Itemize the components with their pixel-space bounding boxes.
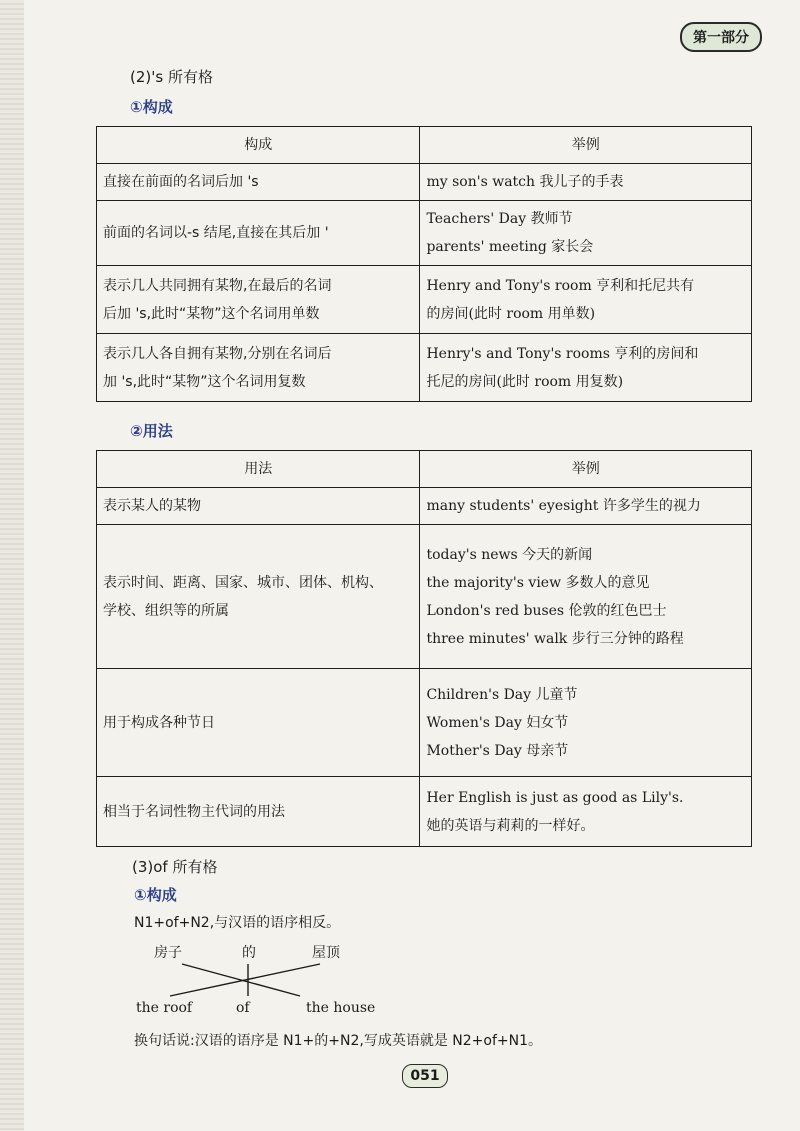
table-row	[97, 488, 752, 525]
table-row	[97, 201, 752, 266]
rule-text: 加 's,此时“某物”这个名词用复数	[103, 373, 306, 390]
composition-title: ①构成	[130, 98, 173, 116]
diagram-bottom-word: the roof	[136, 1000, 193, 1016]
example-text: parents' meeting 家长会	[426, 239, 594, 255]
example-text: the majority's view 多数人的意见	[426, 574, 650, 591]
usage-text: 用于构成各种节日	[103, 714, 215, 731]
example-text: 托尼的房间(此时 room 用复数)	[426, 373, 624, 390]
example-text: three minutes' walk 步行三分钟的路程	[426, 630, 684, 647]
conclusion-text: 换句话说:汉语的语序是 N1+的+N2,写成英语就是 N2+of+N1。	[134, 1033, 543, 1049]
usage-text: 表示某人的某物	[103, 498, 201, 514]
page-number: 051	[402, 1064, 448, 1088]
table-row	[97, 334, 752, 402]
table-header-usage: 用法	[97, 451, 420, 488]
usage-text: 表示时间、距离、国家、城市、团体、机构、	[103, 574, 383, 591]
table-row	[97, 525, 752, 669]
table-row	[97, 777, 752, 847]
diagram-bottom-word: the house	[306, 1000, 376, 1016]
usage-table	[96, 450, 752, 847]
example-text: Henry's and Tony's rooms 亨利的房间和	[426, 345, 699, 362]
diagram-crossing-lines	[140, 958, 360, 1002]
of-composition-title: ①构成	[134, 886, 177, 904]
example-text: my son's watch 我儿子的手表	[426, 174, 624, 190]
table-row	[97, 669, 752, 777]
section-badge: 第一部分	[680, 22, 762, 52]
rule-text: 后加 's,此时“某物”这个名词用单数	[103, 305, 320, 322]
table-header-example: 举例	[420, 451, 752, 488]
table-header-example: 举例	[420, 127, 752, 164]
table-row	[97, 266, 752, 334]
section-title-s-possessive: (2)'s 所有格	[130, 68, 213, 86]
example-text: Women's Day 妇女节	[426, 714, 569, 731]
table-header-composition: 构成	[97, 127, 420, 164]
example-text: Her English is just as good as Lily's.	[426, 789, 684, 806]
composition-table	[96, 126, 752, 402]
formula-text: N1+of+N2,与汉语的语序相反。	[134, 915, 341, 931]
diagram-bottom-word: of	[236, 1000, 250, 1016]
section-title-of-possessive: (3)of 所有格	[132, 858, 218, 876]
diagram-top-word: 房子	[154, 945, 182, 961]
usage-title: ②用法	[130, 422, 173, 440]
example-text: Children's Day 儿童节	[426, 686, 578, 703]
example-text: today's news 今天的新闻	[426, 546, 593, 563]
rule-text: 表示几人共同拥有某物,在最后的名词	[103, 277, 332, 294]
rule-text: 表示几人各自拥有某物,分别在名词后	[103, 345, 332, 362]
rule-text: 直接在前面的名词后加 's	[103, 174, 259, 190]
example-text: Henry and Tony's room 亨利和托尼共有	[426, 277, 695, 294]
diagram-top-word: 的	[242, 945, 256, 961]
table-row	[97, 164, 752, 201]
example-text: Teachers' Day 教师节	[426, 211, 573, 227]
diagram-top-word: 屋顶	[312, 945, 340, 961]
example-text: Mother's Day 母亲节	[426, 742, 569, 759]
example-text: 的房间(此时 room 用单数)	[426, 305, 596, 322]
usage-text: 学校、组织等的所属	[103, 602, 229, 619]
binding-edge	[0, 0, 24, 1131]
usage-text: 相当于名词性物主代词的用法	[103, 803, 285, 820]
example-text: 她的英语与莉莉的一样好。	[426, 817, 595, 834]
rule-text: 前面的名词以-s 结尾,直接在其后加 '	[103, 225, 329, 241]
example-text: London's red buses 伦敦的红色巴士	[426, 602, 667, 619]
example-text: many students' eyesight 许多学生的视力	[426, 498, 701, 514]
